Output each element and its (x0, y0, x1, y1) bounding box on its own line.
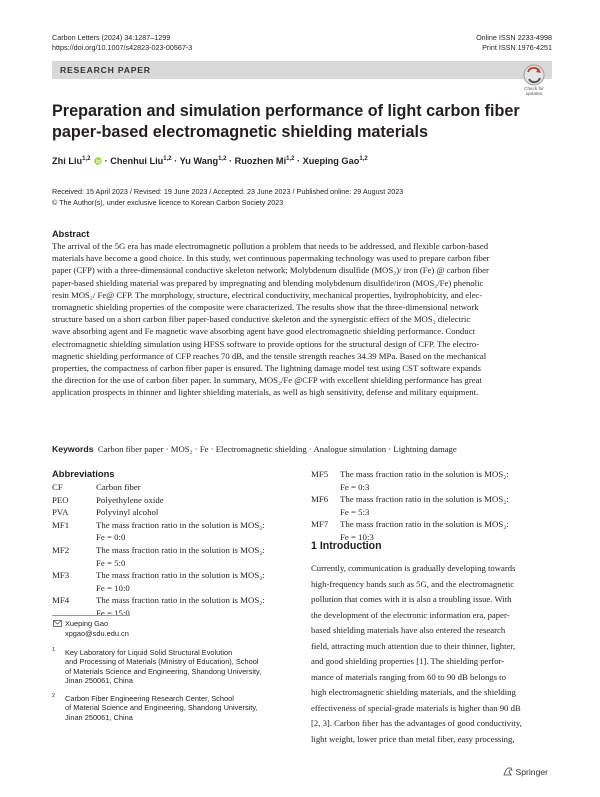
author-list: Zhi Liu$^{1,2}$ · Chenhui Liu$^{1,2}$ · Yu Wang$^{1,2}$ · Ruozhen Mi$^{1,2}$ · Xueping Gao$^{1,2}$ (52, 156, 368, 167)
author-affiliation: 1,2 (163, 156, 172, 162)
abbr-item (52, 519, 307, 544)
affiliation-line: Key Laboratory for Liquid Solid Structural Evolution (65, 648, 233, 657)
abbr-item (52, 506, 307, 519)
author-affiliation: 1,2 (286, 156, 295, 162)
author-name[interactable]: Ruozhen Mi (234, 156, 287, 167)
author-name[interactable]: Yu Wang (179, 156, 219, 167)
publisher-name: Springer (515, 767, 548, 777)
abbr-item (52, 569, 307, 594)
abbr-value-line: The mass fraction ratio in the solution is MOS₂: (340, 519, 509, 530)
abbreviations-right (311, 468, 553, 544)
abstract-line: the direction for the use of carbon fiber paper. In summary, MOS₂/Fe @CFP with excellent shielding performance has great (52, 375, 482, 386)
affiliation-line: of Materials Science and Engineering, Shandong University, (65, 666, 262, 676)
affiliation-number: 2 (52, 693, 56, 699)
intro-line: based shielding materials have also entered the research (311, 625, 506, 636)
keywords-text: Carbon fiber paper · MOS₂ · Fe · Electromagnetic shielding · Analogue simulation · Lightning damage (97, 444, 457, 454)
intro-line: effectiveness of special-grade materials is higher than 90 dB (311, 702, 521, 713)
abbr-value: Polyethylene oxide (96, 494, 164, 505)
date-history: Received: 15 April 2023 / Revised: 19 June 2023 / Accepted: 23 June 2023 / Published online: 29 August 2023 (52, 187, 404, 196)
abstract-line: resin MOS₂/ Fe@ CFP. The morphology, structure, electrical conductivity, mechanical properties, hydrophobicity, and elec- (52, 289, 483, 300)
author-name[interactable]: Xueping Gao (302, 156, 360, 167)
affiliation-line: Jinan 250061, China (65, 712, 133, 722)
abbr-item (311, 493, 553, 518)
corresponding-author: Xueping Gao (65, 619, 109, 628)
abstract-line: paper-based shielding material was prepared by impregnating and blending molybdenum disulfide/iron (MOS₂/Fe) phenolic (52, 277, 484, 288)
affiliation-line: Jinan 250061, China (65, 676, 133, 686)
journal-citation: Carbon Letters (2024) 34:1287–1299 (52, 33, 171, 42)
abstract-line: paper (CFP) with a three-dimensional conductive skeleton network; Molybdenum disulfide (MOS₂)/ iron (Fe) @ carbon fiber (52, 265, 489, 276)
abstract-line: application prospects in thinner and lighter shielding materials, as well as high sensitivity, defense and military equipment. (52, 387, 479, 398)
intro-line: pollution that comes with it is also a troubling issue. With (311, 594, 512, 605)
abbr-value-line: The mass fraction ratio in the solution is MOS₂: (340, 494, 509, 505)
abbr-value (340, 493, 550, 518)
intro-line: and good shielding properties [1]. The shielding perfor- (311, 656, 505, 667)
print-issn: Print ISSN 1976-4251 (482, 43, 552, 52)
abbr-value-line: Fe = 15:0 (96, 607, 130, 618)
intro-line: high-frequency bands such as 5G, and the electromagnetic (311, 578, 515, 589)
title-line-1: Preparation and simulation performance of light carbon fiber (52, 102, 520, 120)
abstract-line: wave absorbing agent and Fe magnetic wave absorbing agent have good electromagnetic shielding performance. Conduct (52, 326, 475, 337)
publication-history (52, 187, 542, 208)
abbr-item (52, 481, 307, 494)
abbr-key: PVA (52, 507, 69, 518)
badge-line-2: updates (525, 91, 543, 96)
article-type-label: RESEARCH PAPER (60, 65, 151, 75)
abbr-value (96, 544, 306, 569)
check-for-updates-badge[interactable] (517, 64, 551, 98)
online-issn: Online ISSN 2233-4998 (476, 33, 552, 42)
abbreviations-heading: Abbreviations (52, 468, 115, 479)
abbr-value: Carbon fiber (96, 482, 141, 492)
abbr-key: MF3 (52, 570, 70, 581)
doi-link[interactable]: https://doi.org/10.1007/s42823-023-00567-3 (52, 43, 193, 52)
abbr-item (52, 494, 307, 507)
abbr-value-line: Fe = 10:3 (340, 531, 374, 542)
abbr-value-line: The mass fraction ratio in the solution is MOS₂: (96, 595, 265, 606)
section-heading-introduction: 1 Introduction (311, 540, 382, 552)
intro-line: mance of materials ranging from 60 to 90 dB belongs to (311, 671, 506, 682)
abbr-item (52, 544, 307, 569)
badge-line-1: Check for (524, 86, 544, 91)
intro-line: field, attracting much attention due to their thinner, lighter, (311, 640, 516, 651)
paper-title (52, 101, 532, 143)
publisher-logo (503, 767, 548, 777)
affiliation-number: 1 (52, 647, 56, 653)
abbr-value-line: Fe = 10:0 (96, 582, 130, 593)
abbr-key: PEO (52, 494, 69, 505)
abbr-value (96, 519, 306, 544)
author-affiliation: 1,2 (359, 156, 368, 162)
intro-line: the development of the electronic information era, paper- (311, 609, 510, 620)
abbr-key: MF5 (311, 469, 329, 479)
abbr-value-line: Fe = 5:3 (340, 506, 370, 517)
footnote-rule (52, 615, 130, 616)
author-name[interactable]: Chenhui Liu (110, 156, 164, 167)
abbr-key: MF6 (311, 494, 329, 505)
abbr-value-line: Fe = 0:0 (96, 532, 126, 543)
orcid-icon[interactable] (94, 157, 102, 165)
email-link[interactable]: xpgao@sdu.edu.cn (65, 629, 129, 638)
intro-line: light weight, lower price than metal fiber, easy processing, (311, 734, 515, 745)
abbr-value (96, 569, 306, 594)
keywords-label: Keywords (52, 444, 94, 454)
abstract-line: structure based on a short carbon fiber paper-based conductive skeleton and the synergistic effect of the MOS₂ dielectric (52, 314, 471, 325)
abbr-value-line: The mass fraction ratio in the solution is MOS₂: (96, 570, 265, 581)
abbr-key: MF1 (52, 519, 70, 530)
abbr-key: MF4 (52, 595, 70, 606)
author-affiliation: 1,2 (218, 156, 227, 162)
abbreviations-left (52, 481, 307, 620)
affiliation-line: of Material Science and Engineering, Shandong University, (65, 703, 258, 713)
springer-horse-icon (503, 767, 513, 776)
abbr-value-line: Fe = 0:3 (340, 481, 370, 492)
abstract-line: magnetic shielding performance of CFP reaches 70 dB, and the tensile strength reaches 34.39 MPa. Based on the mechanical (52, 350, 487, 361)
intro-line: Currently, communication is gradually developing towards (311, 563, 516, 573)
abbr-value: Polyvinyl alcohol (96, 507, 159, 518)
abstract-line: materials have become a good choice. In this study, wet continuous papermaking technology was used to prepare carbon fiber (52, 253, 490, 264)
author-affiliation: 1,2 (82, 156, 91, 162)
abbr-key: CF (52, 482, 63, 492)
intro-line: [2, 3]. Carbon fiber has the advantages of good conductivity, (311, 718, 522, 729)
abbr-key: MF7 (311, 519, 329, 530)
envelope-icon (53, 620, 62, 627)
copyright-line: © The Author(s), under exclusive licence to Korean Carbon Society 2023 (52, 197, 284, 207)
abstract-body (52, 240, 552, 399)
intro-line: high electromagnetic shielding materials, and the shielding (311, 687, 516, 698)
author-name[interactable]: Zhi Liu (52, 156, 83, 167)
abstract-line: properties, the compactness of carbon fiber paper is ensured. The lightning damage model test using CST software expands (52, 363, 481, 374)
affiliation-line: and Processing of Materials (Ministry of Education), School (65, 657, 259, 667)
abbr-value (340, 468, 550, 493)
check-updates-icon (517, 64, 551, 88)
abbr-value-line: The mass fraction ratio in the solution is MOS₂: (96, 519, 265, 530)
title-line-2: paper-based electromagnetic shielding materials (52, 123, 429, 141)
abstract-line: The arrival of the 5G era has made electromagnetic pollution a problem that needs to be addressed, and flexible carbon-based (52, 241, 489, 251)
abbr-value-line: The mass fraction ratio in the solution is MOS₂: (96, 544, 265, 555)
affiliation-line: Carbon Fiber Engineering Research Center, School (65, 694, 234, 703)
abstract-line: electromagnetic shielding simulation using HFSS software to provide options for the structural design of CFP. The electro- (52, 338, 480, 349)
introduction-body (311, 561, 553, 748)
abbr-value-line: Fe = 5:0 (96, 557, 126, 568)
abstract-heading: Abstract (52, 229, 90, 239)
article-type-banner (52, 61, 552, 79)
abstract-line: tromagnetic shielding properties of the composite were characterized. The results show that the three-dimensional network (52, 302, 479, 313)
keywords (52, 444, 552, 454)
abbr-item (311, 468, 553, 493)
abbr-value-line: The mass fraction ratio in the solution is MOS₂: (340, 469, 509, 479)
abbr-key: MF2 (52, 544, 70, 555)
